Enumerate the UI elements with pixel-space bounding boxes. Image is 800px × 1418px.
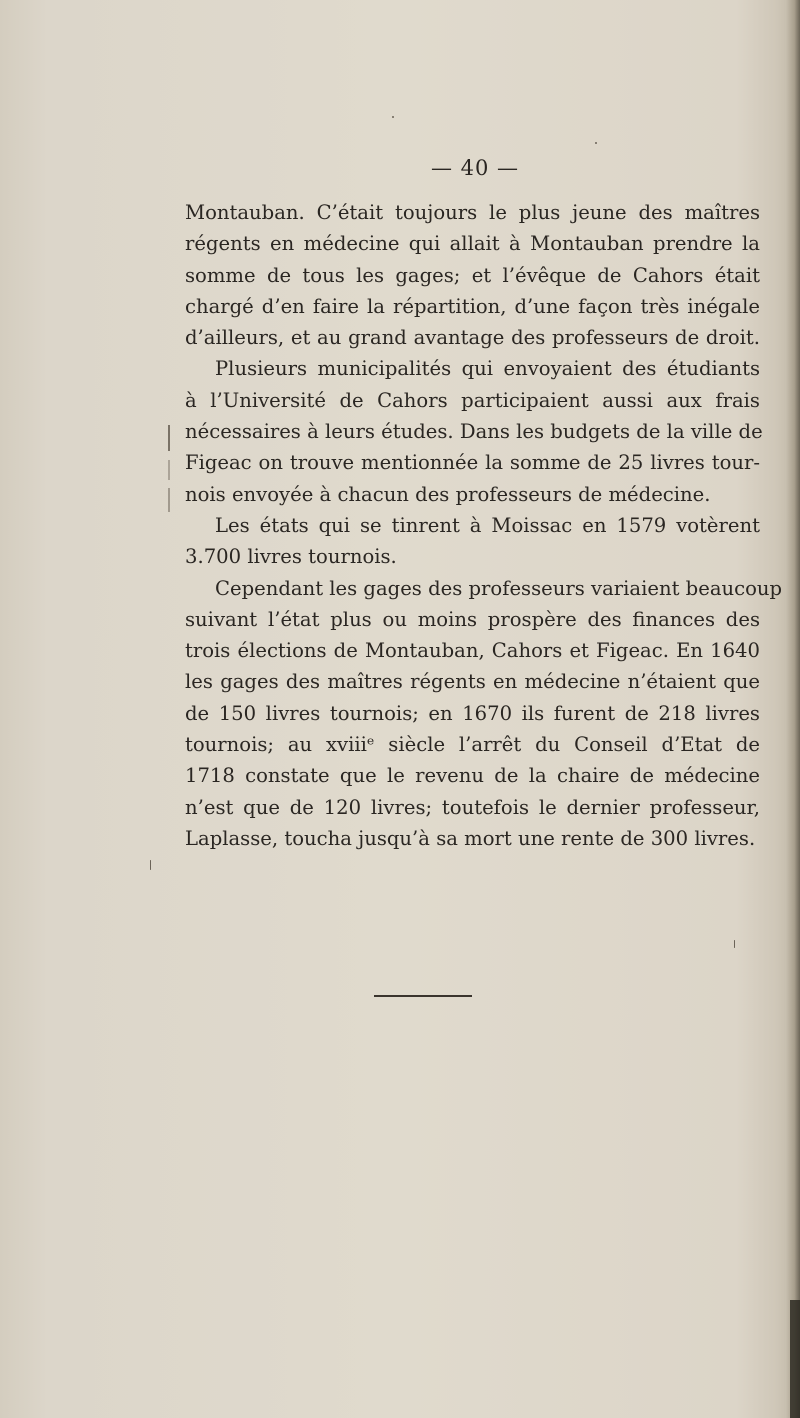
- page-edge-shadow: [786, 0, 800, 1418]
- text-line: suivant l’état plus ou moins prospère des finances des: [185, 607, 760, 631]
- text-line: nois envoyée à chacun des professeurs de médecine.: [185, 482, 711, 506]
- margin-mark: [168, 460, 170, 480]
- text-line: trois élections de Montauban, Cahors et Figeac. En 1640: [185, 639, 760, 663]
- text-line: Figeac on trouve mentionnée la somme de 25 livres tour-: [185, 451, 760, 475]
- speck: [150, 860, 151, 870]
- text-line: n’est que de 120 livres; toutefois le dernier professeur,: [185, 795, 760, 819]
- text-line: les gages des maîtres régents en médecine n’étaient que: [185, 670, 760, 694]
- page-edge-dark: [790, 1300, 800, 1418]
- text-line: de 150 livres tournois; en 1670 ils furent de 218 livres: [185, 701, 760, 725]
- speck: [734, 940, 735, 948]
- text-line: d’ailleurs, et au grand avantage des professeurs de droit.: [185, 326, 760, 350]
- margin-mark: [168, 425, 170, 451]
- speck: [392, 116, 394, 118]
- text-line: 1718 constate que le revenu de la chaire de médecine: [185, 764, 760, 788]
- text-line: Laplasse, toucha jusqu’à sa mort une rente de 300 livres.: [185, 826, 756, 850]
- body-text: [185, 197, 783, 854]
- text-line: 3.700 livres tournois.: [185, 545, 397, 569]
- text-line: somme de tous les gages; et l’évêque de Cahors était: [185, 263, 760, 287]
- margin-mark: [168, 488, 170, 512]
- text-line: à l’Université de Cahors participaient aussi aux frais: [185, 388, 760, 412]
- text-line: Montauban. C’était toujours le plus jeune des maîtres: [185, 201, 760, 224]
- text-line: nécessaires à leurs études. Dans les budgets de la ville de: [185, 420, 763, 444]
- end-rule: [374, 995, 472, 997]
- text-line: Plusieurs municipalités qui envoyaient des étudiants: [215, 357, 760, 381]
- text-line: tournois; au xviiiᵉ siècle l’arrêt du Conseil d’Etat de: [185, 733, 760, 757]
- speck: [595, 142, 597, 144]
- page-number: — 40 —: [430, 156, 520, 180]
- text-line: Cependant les gages des professeurs variaient beaucoup: [215, 576, 783, 600]
- text-line: chargé d’en faire la répartition, d’une façon très inégale: [185, 294, 760, 318]
- text-line: régents en médecine qui allait à Montauban prendre la: [185, 232, 760, 256]
- text-line: Les états qui se tinrent à Moissac en 1579 votèrent: [215, 513, 760, 537]
